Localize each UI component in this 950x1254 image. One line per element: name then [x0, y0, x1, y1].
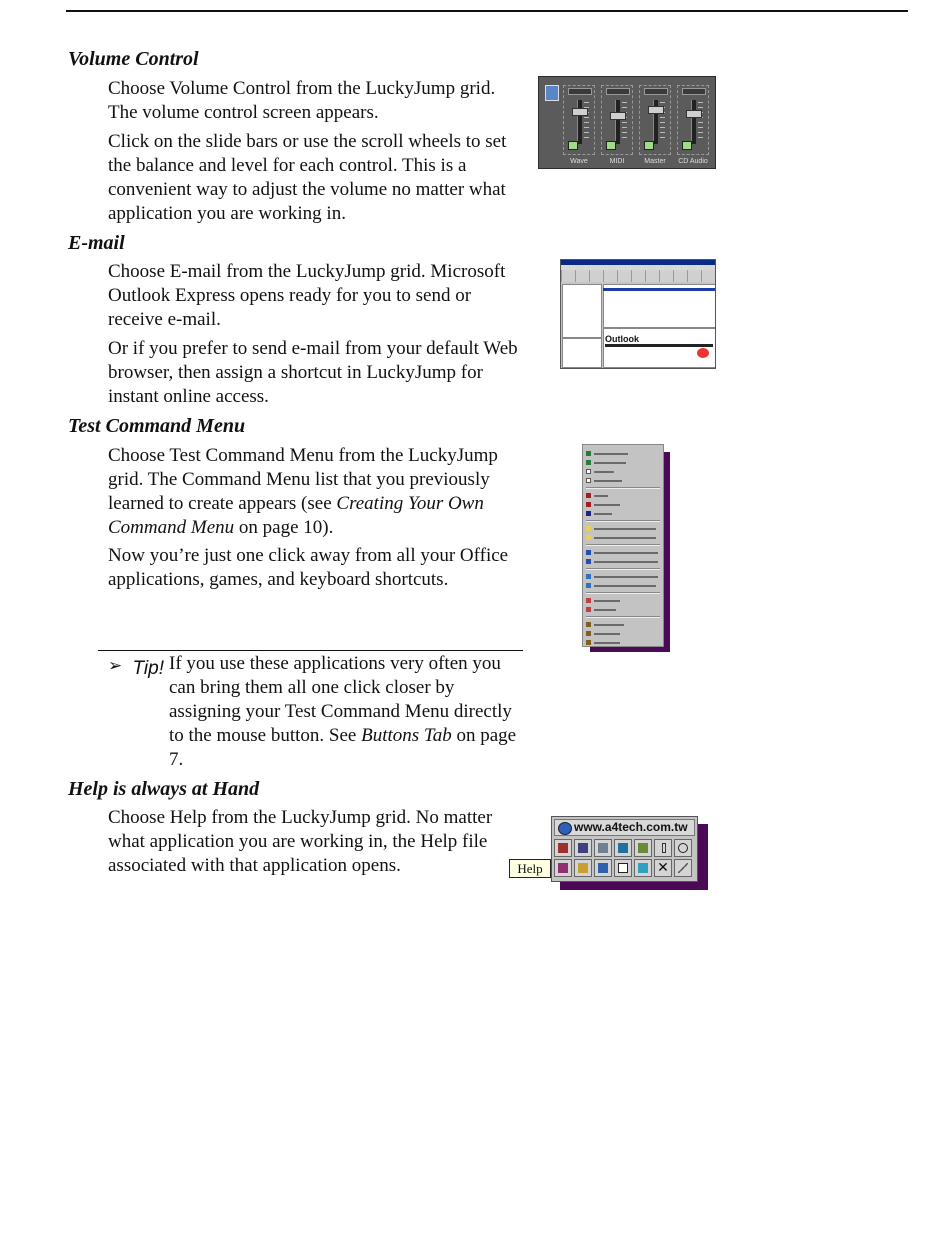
volume-channel-midi [601, 85, 633, 155]
grid-url-bar: www.a4tech.com.tw [554, 819, 695, 836]
grid-cell-icon [614, 859, 632, 877]
email-heading: E-mail [68, 232, 125, 254]
email-paragraph-1: Choose E-mail from the LuckyJump grid. Microsoft Outlook Express opens ready for you to send or receive e-mail. [108, 261, 506, 330]
channel-label: CD Audio [678, 158, 708, 165]
channel-label: Wave [570, 158, 588, 165]
command-menu-screenshot [582, 444, 664, 647]
outlook-express-screenshot [560, 259, 716, 369]
email-paragraph-2: Or if you prefer to send e-mail from your default Web browser, then assign a shortcut in LuckyJump for instant online access. [108, 338, 518, 407]
volume-channel-master [639, 85, 671, 155]
volume-paragraph-2: Click on the slide bars or use the scroll wheels to set the balance and level for each control. This is a convenient way to adjust the volume no matter what application you are working in. [108, 131, 507, 224]
browser-icon [558, 822, 572, 835]
volume-channel-wave [563, 85, 595, 155]
command-paragraph-1: Choose Test Command Menu from the LuckyJump grid. The Command Menu list that you previously learned to create appears (see Creating Your Own Command Menu on page 10). [108, 445, 498, 538]
luckyjump-grid-screenshot [551, 816, 698, 882]
help-heading: Help is always at Hand [68, 778, 260, 800]
volume-heading: Volume Control [68, 48, 199, 70]
command-paragraph-2: Now you’re just one click away from all your Office applications, games, and keyboard shortcuts. [108, 545, 509, 590]
volume-paragraph-1: Choose Volume Control from the LuckyJump grid. The volume control screen appears. [108, 78, 496, 123]
grid-cell-icon [554, 839, 572, 857]
help-tooltip: Help [509, 859, 551, 878]
book-icon [554, 859, 572, 877]
outlook-brand: Outlook [605, 334, 639, 344]
grid-cell-icon [634, 839, 652, 857]
command-heading: Test Command Menu [68, 415, 246, 437]
grid-cell-icon [674, 839, 692, 857]
tip-text: If you use these applications very often you can bring them all one click closer by assigning your Test Command Menu directly to the mouse button. See Buttons Tab on page 7. [169, 653, 517, 770]
volume-channel-cd-audio [677, 85, 709, 155]
tip-rule [98, 650, 523, 651]
channel-label: Master [644, 158, 666, 165]
tip-label: Tip! [132, 658, 164, 679]
channel-label: MIDI [609, 158, 625, 165]
top-rule [66, 10, 908, 12]
grid-cell-icon [654, 839, 672, 857]
grid-cell-icon [634, 859, 652, 877]
help-paragraph: Choose Help from the LuckyJump grid. No matter what application you are working in, the Help file associated with that application opens. [108, 807, 493, 876]
grid-cell-icon [614, 839, 632, 857]
resize-icon [674, 859, 692, 877]
volume-control-screenshot [538, 76, 716, 169]
grid-cell-icon [594, 839, 612, 857]
outlook-logo-icon [697, 348, 709, 358]
grid-cell-icon [574, 839, 592, 857]
grid-cell-icon [594, 859, 612, 877]
close-icon: ✕ [654, 859, 672, 877]
arrow-bullet-icon: ➢ [108, 656, 123, 676]
speaker-icon [574, 859, 592, 877]
speaker-icon [545, 85, 559, 101]
